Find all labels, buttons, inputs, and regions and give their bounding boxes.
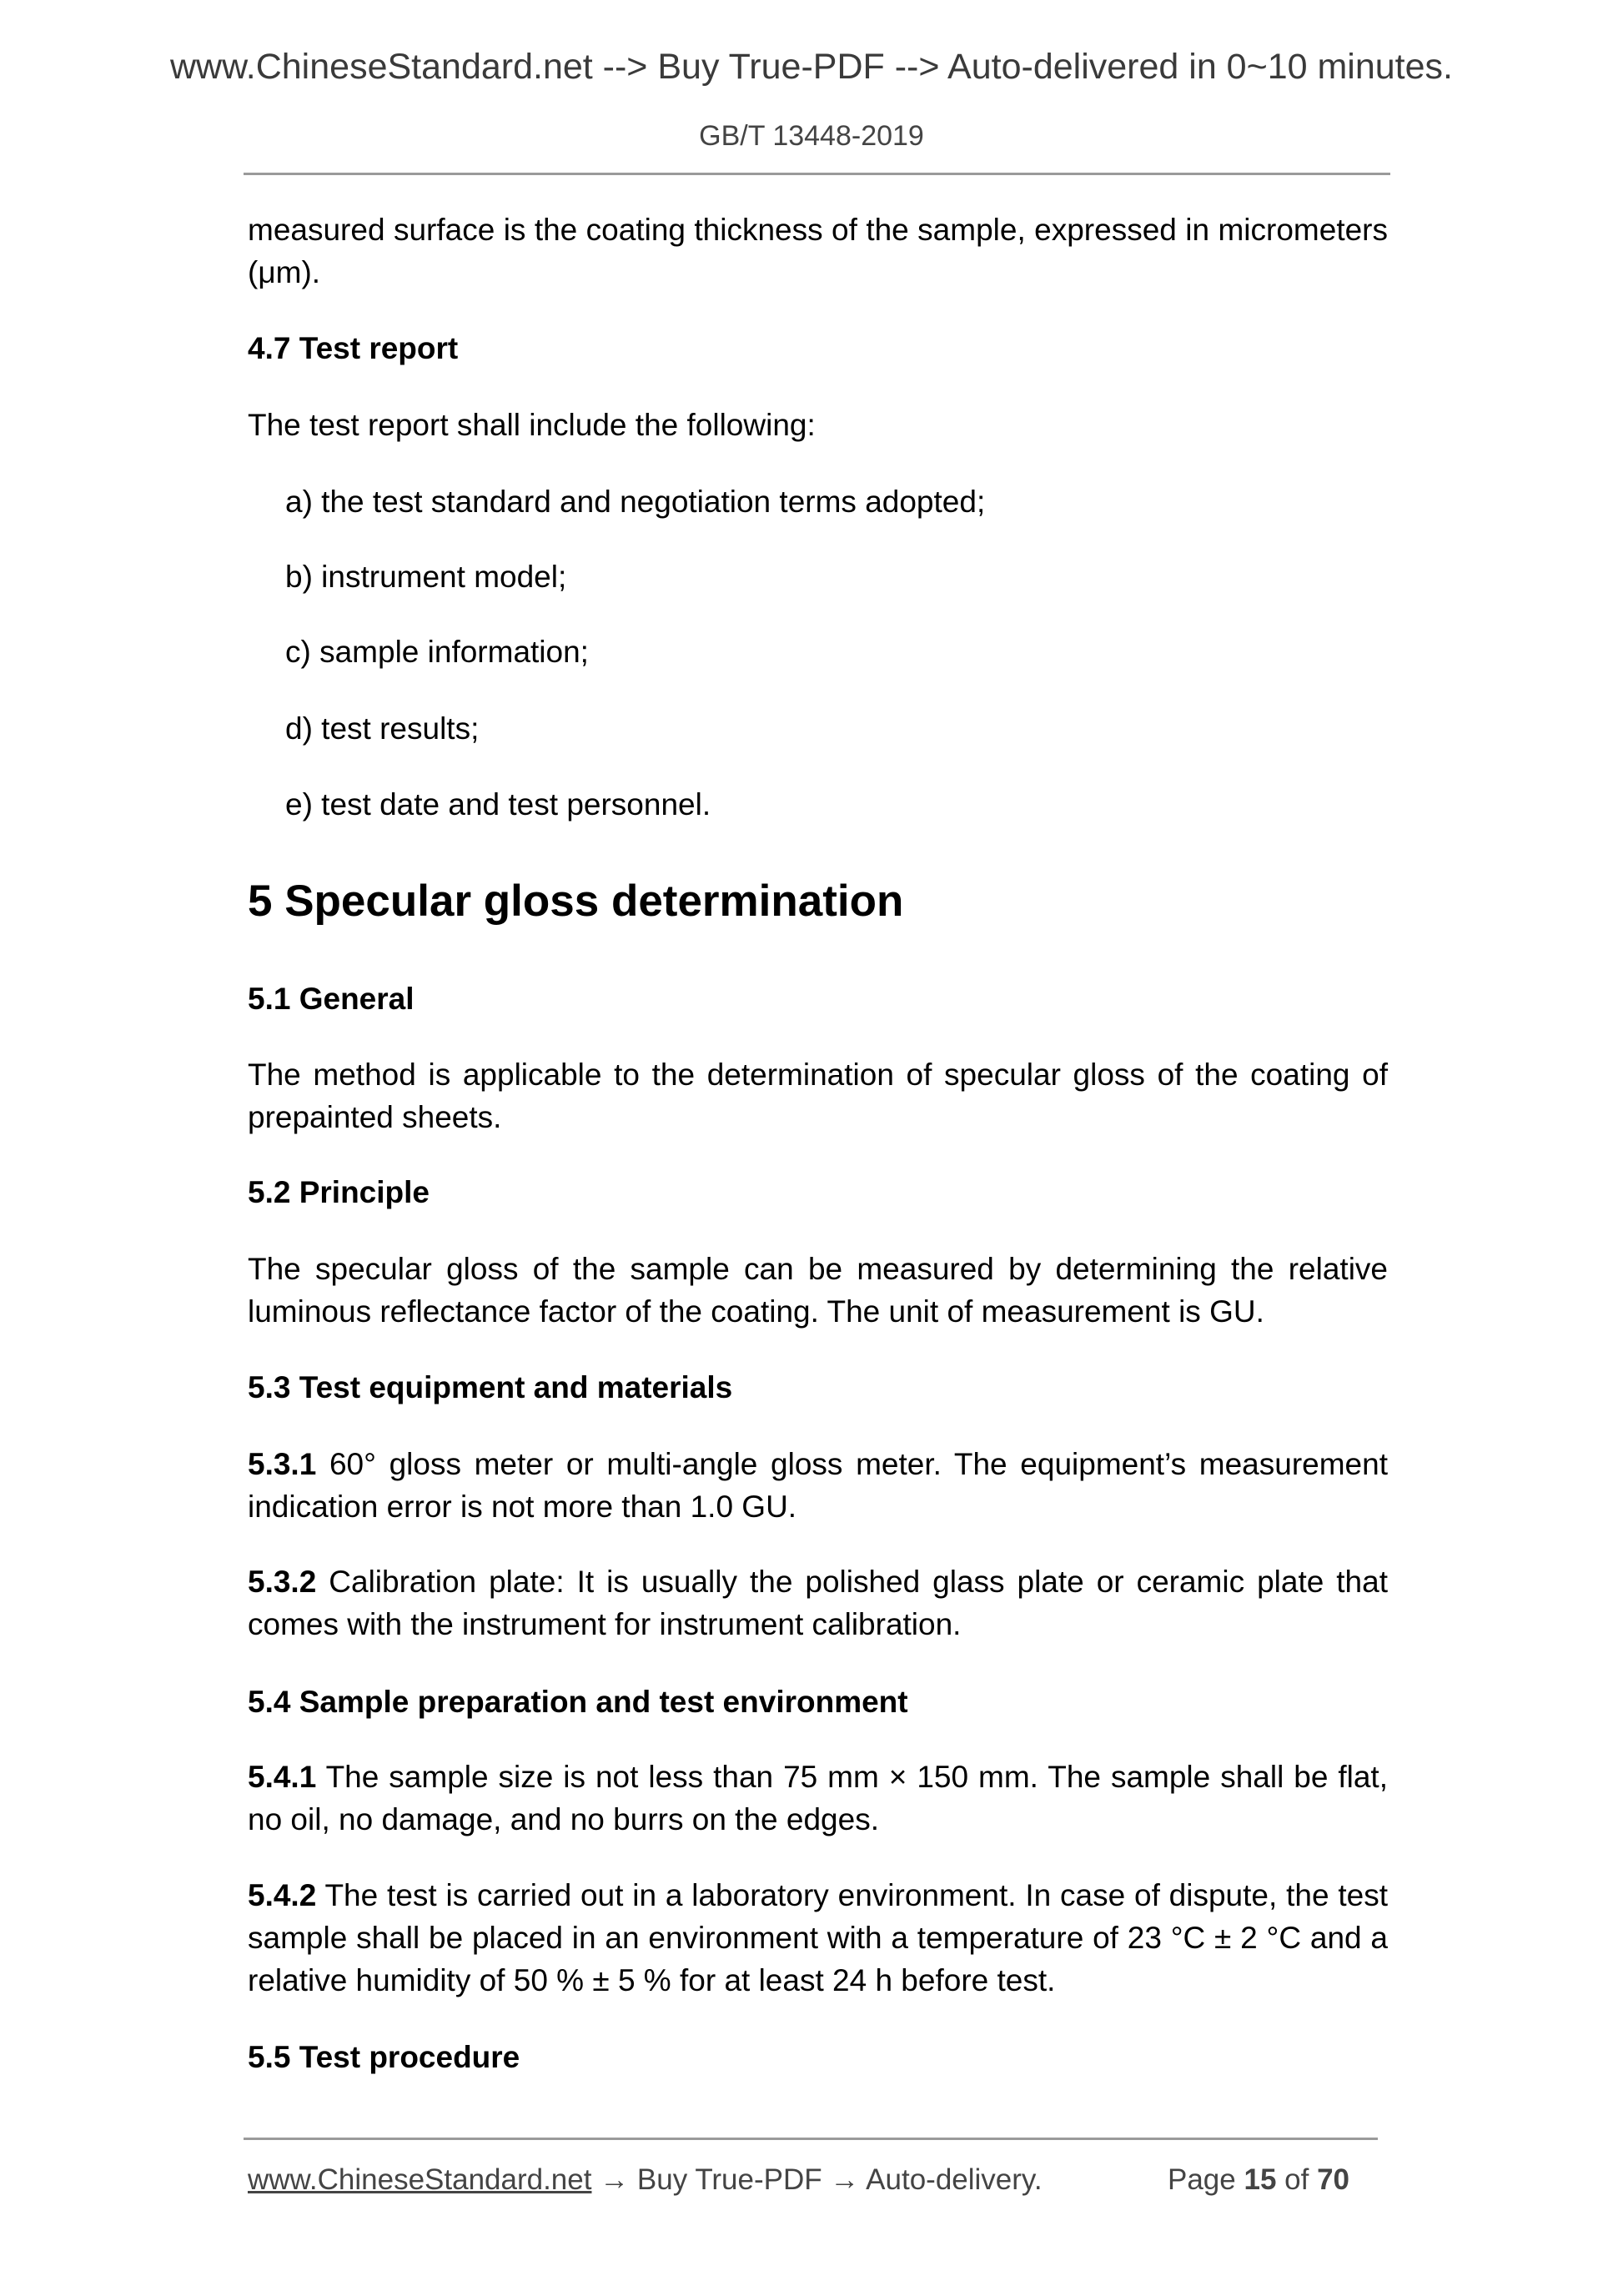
list-item: b) instrument model; <box>285 560 567 594</box>
clause-number: 5.4.2 <box>248 1878 317 1912</box>
list-item: a) the test standard and negotiation terms adopted; <box>285 485 986 519</box>
list-item: d) test results; <box>285 711 480 746</box>
paragraph <box>248 1756 1388 1841</box>
paragraph: measured surface is the coating thickness of the sample, expressed in micrometers (μm). <box>248 213 1388 289</box>
header-divider <box>244 173 1390 175</box>
footer-text: → Buy True-PDF → Auto-delivery. <box>591 2163 1043 2196</box>
list-item: c) sample information; <box>285 635 589 669</box>
page-label: Page <box>1168 2163 1236 2196</box>
header-banner: www.ChineseStandard.net --> Buy True-PDF --> Auto-delivered in 0~10 minutes. <box>169 47 1453 87</box>
section-heading: 4.7 Test report <box>248 331 459 365</box>
paragraph: The specular gloss of the sample can be measured by determining the relative luminous reflectance factor of the coating. The unit of measurement is GU. <box>248 1252 1388 1329</box>
paragraph: The method is applicable to the determination of specular gloss of the coating of prepainted sheets. <box>248 1058 1388 1134</box>
footer-divider <box>244 2138 1378 2140</box>
clause-text: The sample size is not less than 75 mm × 150 mm. The sample shall be flat, no oil, no damage, and no burrs on the edges. <box>248 1760 1388 1836</box>
paragraph: The test report shall include the following: <box>248 408 816 442</box>
section-heading: 5.5 Test procedure <box>248 2040 520 2074</box>
chapter-heading: 5 Specular gloss determination <box>248 877 904 926</box>
list-item: e) test date and test personnel. <box>285 787 711 821</box>
footer-links <box>248 2160 1043 2200</box>
clause-number: 5.3.1 <box>248 1447 317 1481</box>
document-id: GB/T 13448-2019 <box>699 120 924 152</box>
section-heading: 5.4 Sample preparation and test environment <box>248 1685 908 1719</box>
section-heading: 5.3 Test equipment and materials <box>248 1370 733 1404</box>
section-heading: 5.2 Principle <box>248 1175 430 1209</box>
paragraph <box>248 1874 1388 2002</box>
clause-number: 5.3.2 <box>248 1565 317 1599</box>
current-page: 15 <box>1244 2163 1277 2196</box>
paragraph <box>248 1443 1388 1528</box>
clause-text: Calibration plate: It is usually the polished glass plate or ceramic plate that comes with the instrument for instrument calibration. <box>248 1565 1388 1641</box>
page-number <box>1168 2160 1349 2200</box>
paragraph <box>248 1560 1388 1645</box>
section-heading: 5.1 General <box>248 982 415 1016</box>
total-pages: 70 <box>1317 2163 1350 2196</box>
clause-text: The test is carried out in a laboratory environment. In case of dispute, the test sample shall be placed in an environment with a temperature of 23 °C ± 2 °C and a relative humidity of 50 % ± 5 % for at least 24 h before test. <box>248 1878 1388 1997</box>
clause-text: 60° gloss meter or multi-angle gloss meter. The equipment’s measurement indication error is not more than 1.0 GU. <box>248 1447 1388 1524</box>
clause-number: 5.4.1 <box>248 1760 317 1794</box>
of-label: of <box>1284 2163 1309 2196</box>
footer-site-link[interactable]: www.ChineseStandard.net <box>248 2163 592 2196</box>
